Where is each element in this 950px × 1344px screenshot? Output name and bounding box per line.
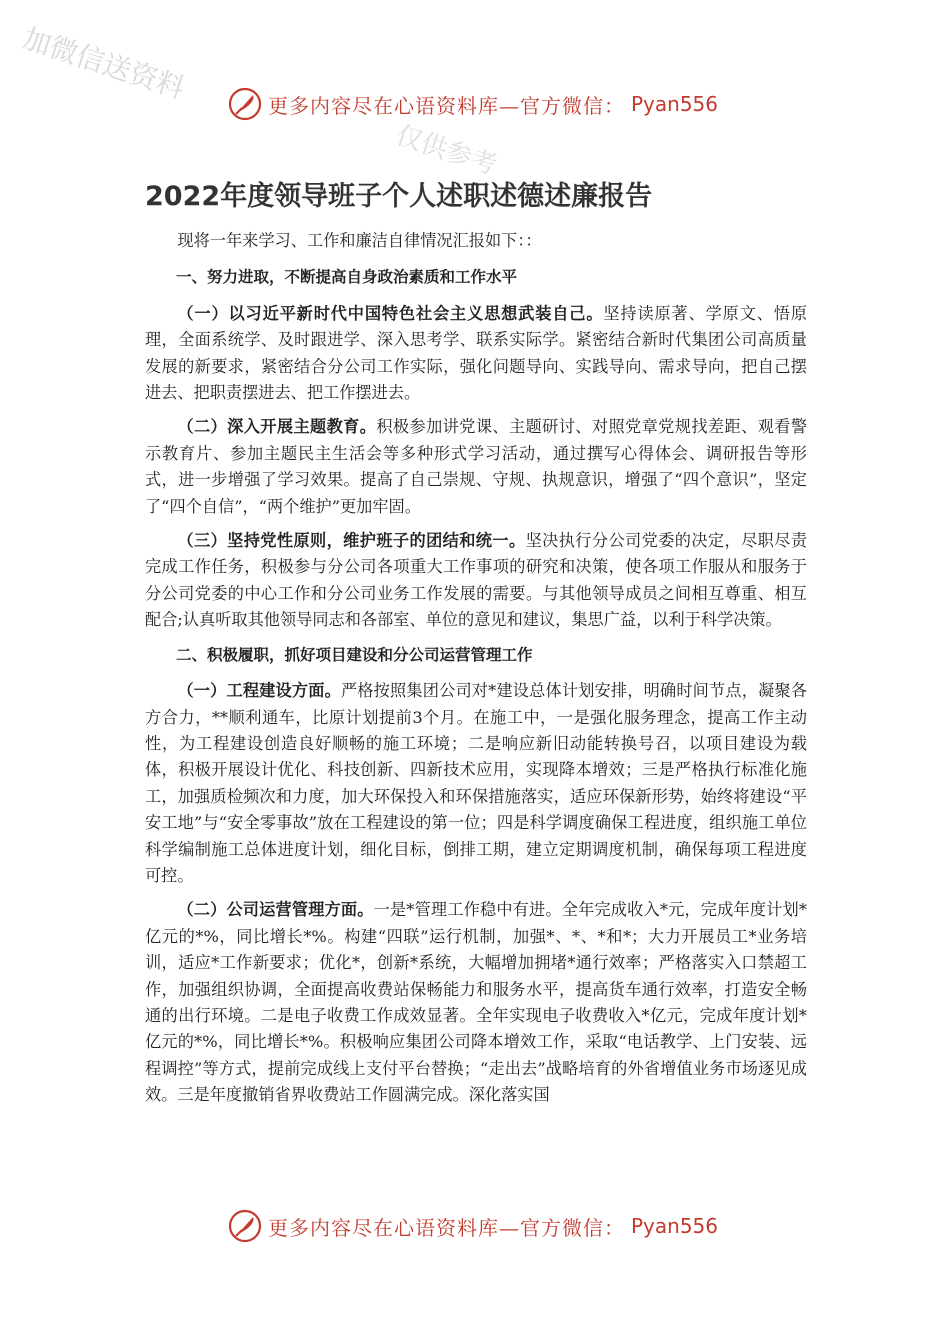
paragraph-body: 积极参加讲党课、主题研讨、对照党章党规找差距、观看警示教育片、参加主题民主生活会等多种形式学习活动，通过撰写心得体会、调研报告等形式，进一步增强了学习效果。提高了自己崇规、守规、执规意识，增强了“四个意识”，坚定了“四个自信”，“两个维护”更加牢固。 bbox=[145, 417, 808, 516]
banner-wechat-id: Pyan556 bbox=[631, 92, 719, 116]
watermark-text: 加微信送资料 bbox=[18, 21, 189, 106]
section-heading: 一、努力进取，不断提高自身政治素质和工作水平 bbox=[176, 268, 518, 287]
paragraph bbox=[145, 301, 807, 407]
document-body bbox=[145, 228, 807, 1117]
paragraph bbox=[145, 414, 807, 520]
paragraph-body: 一是*管理工作稳中有进。全年完成收入*元，完成年度计划*亿元的*%，同比增长*%。构建“四联”运行机制，加强*、*、*和*；大力开展员工*业务培训，适应*工作新要求；优化*，创新*系统，大幅增加拥堵*通行效率；严格落实入口禁超工作，加强组织协调，全面提高收费站保畅能力和服务水平，提高货车通行效率，打造安全畅通的出行环境。二是电子收费工作成效显著。全年实现电子收费收入*亿元，完成年度计划*亿元的*%，同比增长*%。积极响应集团公司降本增效工作，采取“电话教学、上门安装、远程调控”等方式，提前完成线上支付平台替换；“走出去”战略培育的外省增值业务市场逐见成效。三是年度撤销省界收费站工作圆满完成。深化落实国 bbox=[145, 900, 808, 1105]
paragraph-body: 坚决执行分公司党委的决定，尽职尽责完成工作任务，积极参与分公司各项重大工作事项的研究和决策，使各项工作服从和服务于分公司党委的中心工作和分公司业务工作发展的需要。与其他领导成员之间相互尊重、相互配合;认真听取其他领导同志和各部室、单位的意见和建议，集思广益，以利于科学决策。 bbox=[145, 531, 808, 630]
banner-wechat-id: Pyan556 bbox=[631, 1214, 719, 1238]
watermark-text: 仅供参考 bbox=[392, 120, 501, 182]
paragraph bbox=[145, 678, 807, 889]
paragraph bbox=[145, 897, 807, 1108]
intro-paragraph: 现将一年来学习、工作和廉洁自律情况汇报如下：： bbox=[177, 231, 542, 250]
header-banner bbox=[228, 84, 718, 124]
banner-text: 更多内容尽在心语资料库—官方微信： bbox=[268, 1215, 625, 1240]
footer-banner bbox=[228, 1206, 718, 1246]
paragraph-lead: （二）深入开展主题教育。 bbox=[177, 417, 377, 437]
paragraph-body: 严格按照集团公司对*建设总体计划安排，明确时间节点，凝聚各方合力，**顺利通车，比原计划提前3个月。在施工中，一是强化服务理念，提高工作主动性，为工程建设创造良好顺畅的施工环境；二是响应新旧动能转换号召，以项目建设为载体，积极开展设计优化、科技创新、四新技术应用，实现降本增效；三是严格执行标准化施工，加强质检频次和力度，加大环保投入和环保措施落实，适应环保新形势，始终将建设“平安工地”与“安全零事故”放在工程建设的第一位；四是科学调度确保工程进度，组织施工单位科学编制施工总体进度计划，细化目标，倒排工期，建立定期调度机制，确保每项工程进度可控。 bbox=[145, 681, 808, 885]
quill-logo-icon bbox=[228, 1209, 262, 1243]
paragraph-lead: （一）以习近平新时代中国特色社会主义思想武装自己。 bbox=[177, 303, 604, 323]
banner-text: 更多内容尽在心语资料库—官方微信： bbox=[268, 93, 625, 118]
paragraph-lead: （二）公司运营管理方面。 bbox=[177, 900, 374, 920]
document-title: 2022年度领导班子个人述职述德述廉报告 bbox=[145, 181, 653, 212]
paragraph-lead: （三）坚持党性原则，维护班子的团结和统一。 bbox=[177, 531, 526, 551]
paragraph-lead: （一）工程建设方面。 bbox=[177, 681, 341, 701]
paragraph bbox=[145, 528, 807, 634]
paragraph-body: 坚持读原著、学原文、悟原理，全面系统学、及时跟进学、深入思考学、联系实际学。紧密结合新时代集团公司高质量发展的新要求，紧密结合分公司工作实际，强化问题导向、实践导向、需求导向，把自己摆进去、把职责摆进去、把工作摆进去。 bbox=[145, 303, 808, 403]
section-heading: 二、积极履职，抓好项目建设和分公司运营管理工作 bbox=[176, 645, 533, 664]
quill-logo-icon bbox=[228, 87, 262, 121]
